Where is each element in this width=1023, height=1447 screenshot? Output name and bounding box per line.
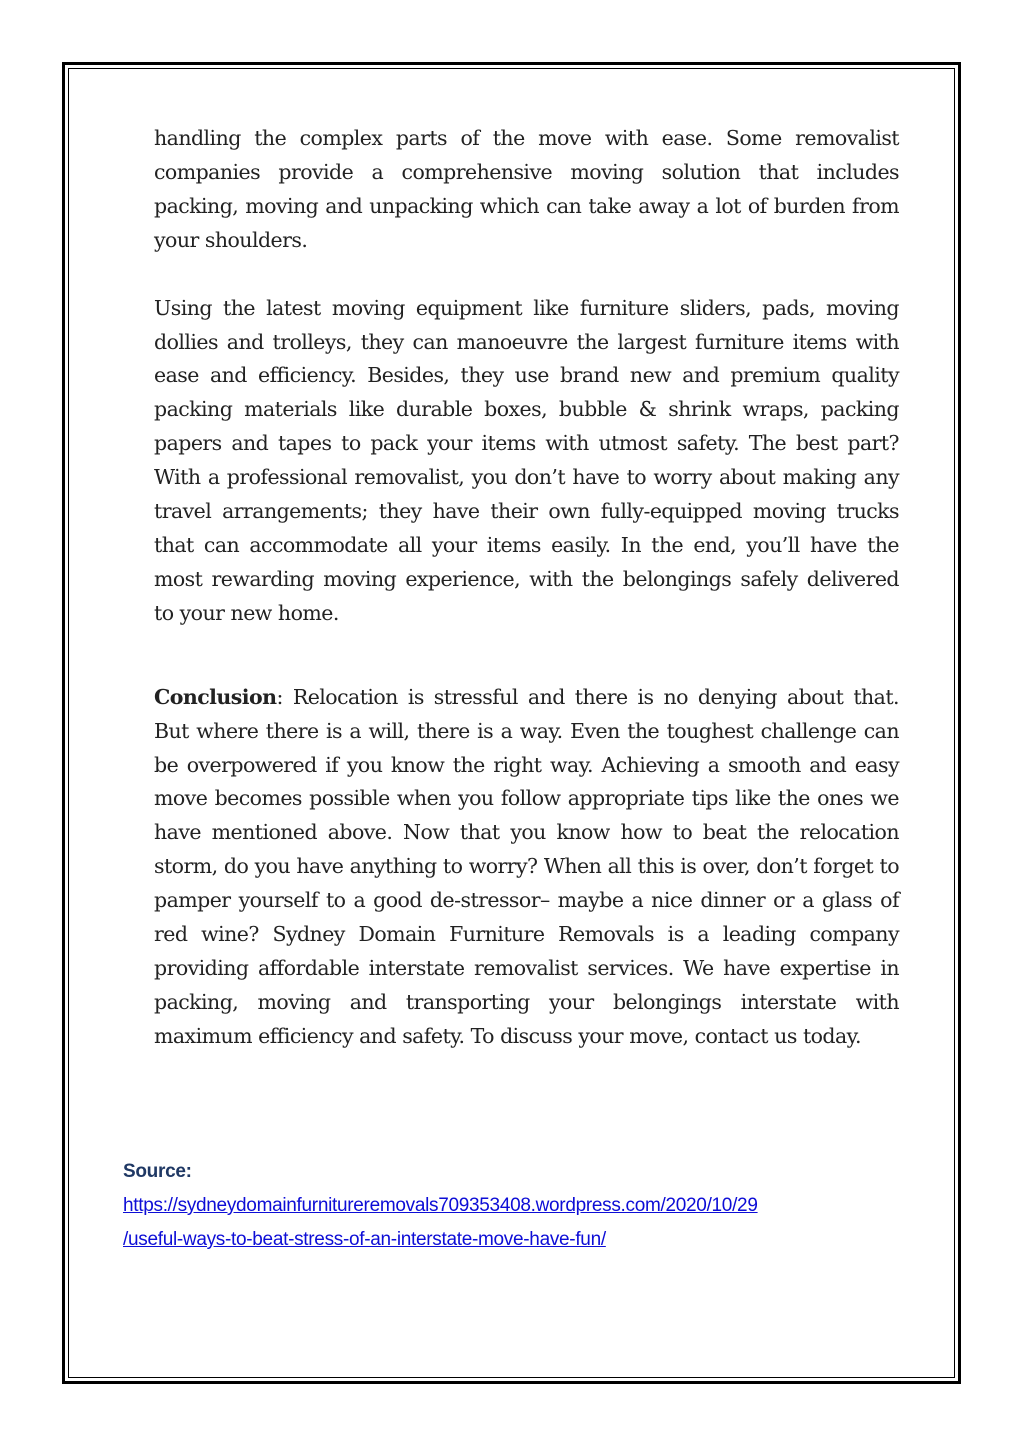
article-body: [154, 122, 899, 1054]
paragraph-equipment: Using the latest moving equipment like furniture sliders, pads, moving dollies and trolleys, they can manoeuvre the largest furniture items with ease and efficiency. Besides, they use brand new and premium quality packing materials like durable boxes, bubble & shrink wraps, packing papers and tapes to pack your items with utmost safety. The best part? With a professional removalist, you don’t have to worry about making any travel arrangements; they have their own fully-equipped moving trucks that can accommodate all your items easily. In the end, you’ll have the most rewarding moving experience, with the belongings safely delivered to your new home.: [154, 295, 899, 625]
source-link-line-2[interactable]: /useful-ways-to-beat-stress-of-an-interstate-move-have-fun/: [123, 1229, 606, 1250]
source-link-line-1[interactable]: https://sydneydomainfurnitureremovals709353408.wordpress.com/2020/10/29: [123, 1195, 758, 1216]
paragraph-intro: handling the complex parts of the move with ease. Some removalist companies provide a comprehensive moving solution that includes packing, moving and unpacking which can take away a lot of burden from your shoulders.: [154, 126, 899, 252]
conclusion-text: : Relocation is stressful and there is no denying about that. But where there is a will, there is a way. Even the toughest challenge can be overpowered if you know the right way. Achieving a smooth and easy move becomes possible when you follow appropriate tips like the ones we have mentioned above. Now that you know how to beat the relocation storm, do you have anything to worry? When all this is over, don’t forget to pamper yourself to a good de-stressor– maybe a nice dinner or a glass of red wine? Sydney Domain Furniture Removals is a leading company providing affordable interstate removalist services. We have expertise in packing, moving and transporting your belongings interstate with maximum efficiency and safety. To discuss your move, contact us today.: [154, 684, 899, 1048]
paragraph-conclusion: [154, 681, 899, 1054]
source-label: Source:: [123, 1161, 192, 1182]
conclusion-label: Conclusion: [154, 684, 277, 709]
source-block: [123, 1155, 913, 1257]
